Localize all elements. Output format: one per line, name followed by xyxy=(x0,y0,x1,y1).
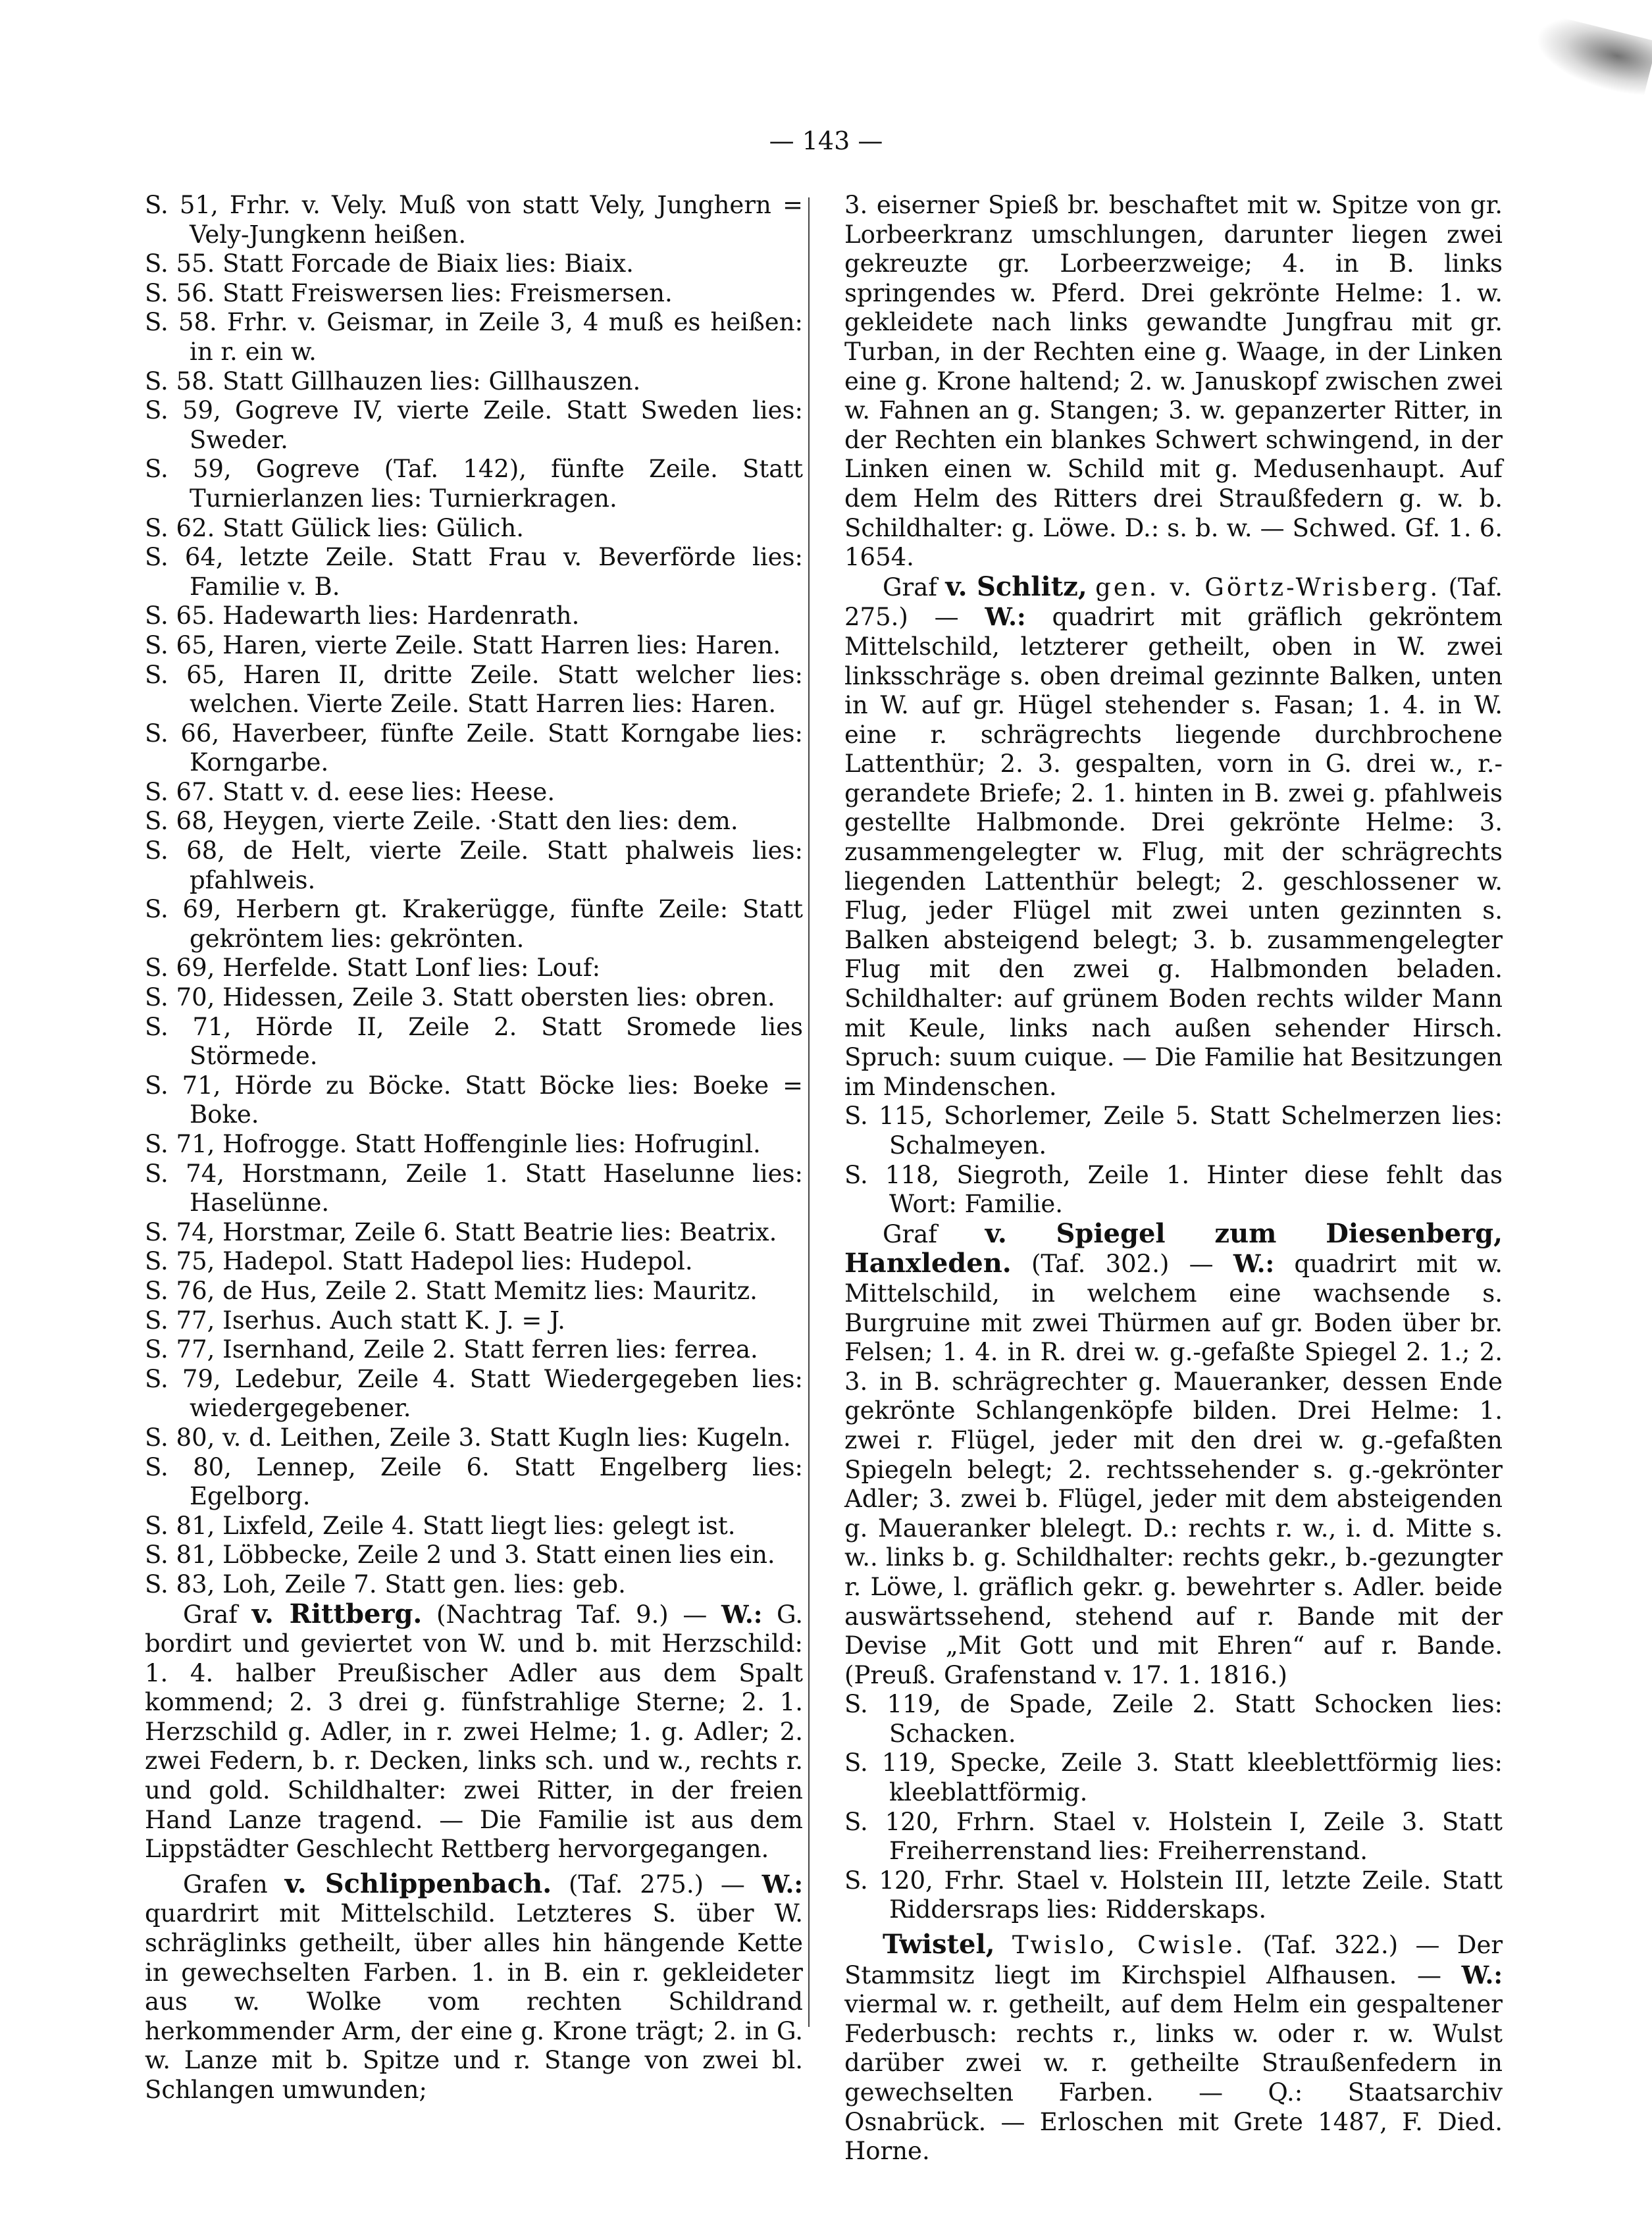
schlitz-ref: (Taf. 275.) — xyxy=(844,573,1503,632)
spiegel-w-label: W.: xyxy=(1233,1249,1275,1279)
erratum-entry: S. 68, Heygen, vierte Zeile. ·Statt den lies: dem. xyxy=(145,807,738,836)
spiegel-lead: v. Spiegel zum Diesenberg, Hanxleden. xyxy=(844,1217,1503,1279)
twistel-ref: (Taf. 322.) — xyxy=(1262,1931,1440,1960)
schlitz-body: quadrirt mit gräflich gekröntem Mittelschild, letzterer getheilt, oben in W. zwei linksschräge s. oben dreimal gezinnte Balken, unten in W. auf gr. Hügel stehender s. Fasan; 1. 4. in W. eine r. schrägrechts liegende durchbrochene Lattenthür; 2. 3. gespalten, vorn in G. drei w., r.-gerandete Briefe; 2. 1. hinten in B. zwei g. pfahlweis gestellte Halbmonde. Drei gekrönte Helme: 3. zusammengelegter w. Flug, mit der schrägrechts liegenden Lattenthür belegt; 2. geschlossener w. Flug, jeder Flügel mit zwei unten gezinnten s. Balken absteigend belegt; 3. b. zusammengelegter Flug mit den zwei g. Halbmonden beladen. Schildhalter: auf grünem Boden rechts wilder Mann mit Keule, links nach außen sehender Hirsch. Spruch: suum cuique. — Die Familie hat Besitzungen im Mindenschen. xyxy=(844,603,1503,1101)
rittberg-ref: (Nachtrag Taf. 9.) — xyxy=(436,1600,708,1629)
twistel-entry xyxy=(844,1930,1503,2166)
schlitz-lead: v. Schlitz, xyxy=(945,571,1087,602)
erratum-entry: S. 71, Hörde II, Zeile 2. Statt Sromede lies Störmede. xyxy=(145,1012,803,1071)
left-column xyxy=(145,191,803,2105)
spiegel-body: quadrirt mit w. Mittelschild, in welchem eine wachsende s. Burgruine mit zwei Thürmen auf gr. Boden über br. Felsen; 1. 4. in R. drei w. g.-gefaßte Spiegel 2. 1.; 2. 3. in B. schrägrechter g. Maueranker, dessen Ende gekrönte Schlangenköpfe bilden. Drei Helme: 1. zwei r. Flügel, jeder mit den drei w. g.-gefaßten Spiegeln belegt; 2. rechtssehender s. g.-gekrönter Adler; 3. zwei b. Flügel, jeder mit dem absteigenden g. Maueranker blelegt. D.: rechts r. w., i. d. Mitte s. w.. links b. g. Schildhalter: rechts gekr., b.-gezungter r. Löwe, l. gräflich gekr. g. bewehrter s. Adler. beide auswärtssehend, stehend auf r. Bande mit der Devise „Mit Gott und mit Ehren“ auf r. Bande. (Preuß. Grafenstand v. 17. 1. 1816.) xyxy=(844,1250,1503,1689)
erratum-entry: S. 115, Schorlemer, Zeile 5. Statt Schelmerzen lies: Schalmeyen. xyxy=(844,1102,1503,1160)
erratum-entry: S. 71, Hörde zu Böcke. Statt Böcke lies: Boeke = Boke. xyxy=(145,1071,803,1129)
erratum-entry: S. 81, Lixfeld, Zeile 4. Statt liegt lies: gelegt ist. xyxy=(145,1511,736,1540)
erratum-entry: S. 59, Gogreve (Taf. 142), fünfte Zeile. Statt Turnierlanzen lies: Turnierkragen. xyxy=(145,455,803,513)
rittberg-lead: v. Rittberg. xyxy=(251,1598,423,1629)
spiegel-ref: (Taf. 302.) — xyxy=(1031,1250,1214,1279)
column-divider xyxy=(808,197,810,2027)
right-column xyxy=(844,191,1503,2166)
erratum-entry: S. 58. Statt Gillhauzen lies: Gillhauszen. xyxy=(145,367,641,396)
erratum-entry: S. 65, Haren, vierte Zeile. Statt Harren lies: Haren. xyxy=(145,630,781,659)
erratum-entry: S. 59, Gogreve IV, vierte Zeile. Statt Sweden lies: Sweder. xyxy=(145,396,803,454)
erratum-entry: S. 70, Hidessen, Zeile 3. Statt obersten lies: obren. xyxy=(145,983,775,1012)
erratum-entry: S. 118, Siegroth, Zeile 1. Hinter diese fehlt das Wort: Familie. xyxy=(844,1160,1503,1219)
schlippenbach-entry xyxy=(145,1870,803,2105)
erratum-entry: S. 68, de Helt, vierte Zeile. Statt phalweis lies: pfahlweis. xyxy=(145,836,803,894)
twistel-body: viermal w. r. getheilt, auf dem Helm ein gespaltener Federbusch: rechts r., links w. oder r. w. Wulst darüber zwei w. r. getheilte Straußenfedern in gewechselten Farben. — Q.: Staatsarchiv Osnabrück. — Erloschen mit Grete 1487, F. Died. Horne. xyxy=(844,1990,1503,2166)
erratum-entry: S. 56. Statt Freiswersen lies: Freismersen. xyxy=(145,278,673,307)
schlippenbach-ref: (Taf. 275.) — xyxy=(568,1870,745,1899)
erratum-entry: S. 58. Frhr. v. Geismar, in Zeile 3, 4 muß es heißen: in r. ein w. xyxy=(145,308,803,366)
schlippenbach-lead: v. Schlippenbach. xyxy=(284,1868,552,1899)
erratum-entry: S. 69, Herfelde. Statt Lonf lies: Louf: xyxy=(145,954,601,983)
spiegel-entry xyxy=(844,1219,1503,1691)
schlippenbach-lead-pre: Grafen xyxy=(183,1870,268,1899)
erratum-entry: S. 65, Haren II, dritte Zeile. Statt welcher lies: welchen. Vierte Zeile. Statt Harren lies: Haren. xyxy=(145,660,803,719)
erratum-entry: S. 77, Iserhus. Auch statt K. J. = J. xyxy=(145,1306,565,1335)
erratum-entry: S. 81, Löbbecke, Zeile 2 und 3. Statt einen lies ein. xyxy=(145,1541,775,1570)
page-number: — 143 — xyxy=(769,126,883,155)
erratum-entry: S. 64, letzte Zeile. Statt Frau v. Beverförde lies: Familie v. B. xyxy=(145,543,803,601)
spiegel-lead-pre: Graf xyxy=(883,1219,937,1248)
rittberg-entry xyxy=(145,1600,803,1864)
erratum-entry: S. 71, Hofrogge. Statt Hoffenginle lies: Hofruginl. xyxy=(145,1130,761,1158)
schlitz-spaced-name: gen. v. Görtz-Wrisberg. xyxy=(1095,573,1441,601)
erratum-entry: S. 69, Herbern gt. Krakerügge, fünfte Zeile: Statt gekröntem lies: gekrönten. xyxy=(145,895,803,953)
schlippenbach-body: quardrirt mit Mittelschild. Letzteres S. über W. schräglinks getheilt, über alles hin hängende Kette in gewechselten Farben. 1. in B. ein r. gekleideter aus w. Wolke vom rechten Schildrand herkommender Arm, der eine g. Krone trägt; 2. in G. w. Lanze mit b. Spitze und r. Stange von zwei bl. Schlangen umwunden; xyxy=(145,1899,803,2104)
erratum-entry: S. 75, Hadepol. Statt Hadepol lies: Hudepol. xyxy=(145,1247,693,1276)
schlitz-w-label: W.: xyxy=(985,602,1026,632)
erratum-entry: S. 79, Ledebur, Zeile 4. Statt Wiedergegeben lies: wiedergegebener. xyxy=(145,1364,803,1423)
erratum-entry: S. 120, Frhr. Stael v. Holstein III, letzte Zeile. Statt Riddersraps lies: Ridderskaps. xyxy=(844,1866,1503,1924)
erratum-entry: S. 74, Horstmann, Zeile 1. Statt Haselunne lies: Haselünne. xyxy=(145,1159,803,1217)
scan-smudge xyxy=(1528,13,1652,99)
erratum-entry: S. 62. Statt Gülick lies: Gülich. xyxy=(145,513,525,542)
erratum-entry: S. 55. Statt Forcade de Biaix lies: Biaix. xyxy=(145,249,634,278)
erratum-entry: S. 83, Loh, Zeile 7. Statt gen. lies: geb. xyxy=(145,1570,626,1598)
twistel-intro: Der Stammsitz liegt im Kirchspiel Alfhausen. — xyxy=(844,1931,1503,1989)
twistel-lead: Twistel, xyxy=(883,1929,995,1960)
erratum-entry: S. 65. Hadewarth lies: Hardenrath. xyxy=(145,601,580,630)
rittberg-w-label: W.: xyxy=(721,1599,763,1629)
schlippenbach-w-label: W.: xyxy=(761,1869,804,1899)
erratum-entry: S. 51, Frhr. v. Vely. Muß von statt Vely, Junghern = Vely-Jungkenn heißen. xyxy=(145,191,803,249)
rittberg-lead-pre: Graf xyxy=(183,1600,238,1629)
twistel-w-label: W.: xyxy=(1461,1960,1503,1989)
twistel-spaced-names: Twislo, Cwisle. xyxy=(1012,1931,1246,1960)
erratum-entry: S. 80, v. d. Leithen, Zeile 3. Statt Kugln lies: Kugeln. xyxy=(145,1423,791,1452)
erratum-entry: S. 77, Isernhand, Zeile 2. Statt ferren lies: ferrea. xyxy=(145,1335,758,1364)
erratum-entry: S. 119, Specke, Zeile 3. Statt kleeblettförmig lies: kleeblattförmig. xyxy=(844,1749,1503,1807)
erratum-entry: S. 119, de Spade, Zeile 2. Statt Schocken lies: Schacken. xyxy=(844,1690,1503,1748)
rittberg-body: G. bordirt und geviertet von W. und b. mit Herzschild: 1. 4. halber Preußischer Adler aus dem Spalt kommend; 2. 3 drei g. fünfstrahlige Sterne; 2. 1. Herzschild g. Adler, in r. zwei Helme; 1. g. Adler; 2. zwei Federn, b. r. Decken, links sch. und w., rechts r. und gold. Schildhalter: zwei Ritter, in der freien Hand Lanze tragend. — Die Familie ist aus dem Lippstädter Geschlecht Rettberg hervorgegangen. xyxy=(145,1600,804,1864)
erratum-entry: S. 67. Statt v. d. eese lies: Heese. xyxy=(145,777,555,806)
schlippenbach-continuation: 3. eiserner Spieß br. beschaftet mit w. Spitze von gr. Lorbeerkranz umschlungen, darunter liegen zwei gekreuzte gr. Lorbeerzweige; 4. in B. links springendes w. Pferd. Drei gekrönte Helme: 1. w. gekleidete nach links gewandte Jungfrau mit gr. Turban, in der Rechten eine g. Waage, in der Linken eine g. Krone haltend; 2. w. Januskopf zwischen zwei w. Fahnen an g. Stangen; 3. w. gepanzerter Ritter, in der Rechten ein blankes Schwert schwingend, in der Linken einen w. Schild mit g. Medusenhaupt. Auf dem Helm des Ritters drei Straußfedern g. w. b. Schildhalter: g. Löwe. D.: s. b. w. — Schwed. Gf. 1. 6. 1654. xyxy=(844,191,1503,572)
schlitz-entry xyxy=(844,573,1503,1102)
erratum-entry: S. 120, Frhrn. Stael v. Holstein I, Zeile 3. Statt Freiherrenstand lies: Freiherrenstand. xyxy=(844,1807,1503,1866)
schlitz-lead-pre: Graf xyxy=(883,573,937,601)
erratum-entry: S. 76, de Hus, Zeile 2. Statt Memitz lies: Mauritz. xyxy=(145,1276,758,1305)
erratum-entry: S. 80, Lennep, Zeile 6. Statt Engelberg lies: Egelborg. xyxy=(145,1452,803,1511)
erratum-entry: S. 66, Haverbeer, fünfte Zeile. Statt Korngabe lies: Korngarbe. xyxy=(145,719,803,777)
erratum-entry: S. 74, Horstmar, Zeile 6. Statt Beatrie lies: Beatrix. xyxy=(145,1217,777,1246)
